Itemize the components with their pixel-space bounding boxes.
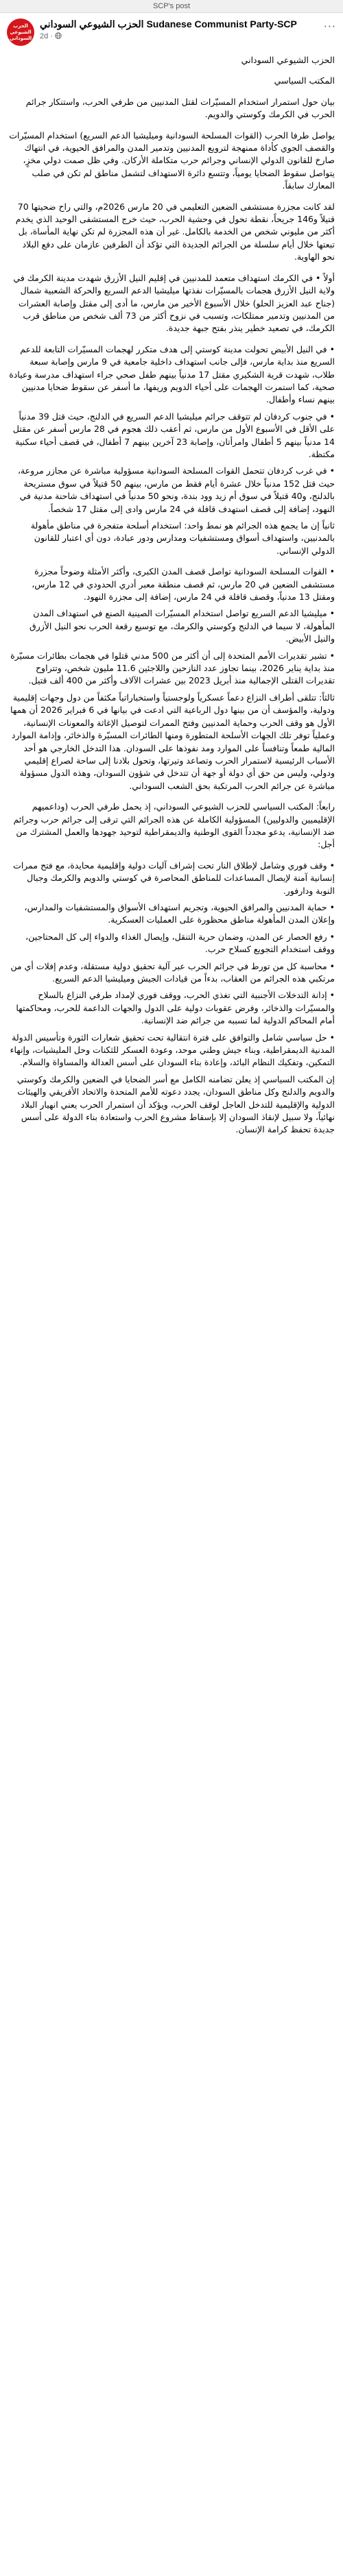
page-avatar[interactable] <box>7 19 34 46</box>
page-name-link[interactable]: الحزب الشيوعي السوداني Sudanese Communist Party-SCP <box>40 19 297 29</box>
globe-icon <box>55 32 62 39</box>
post-paragraph: • في النيل الأبيض تحولت مدينة كوستي إلى هدف متكرر لهجمات المسيّرات التابعة للدعم السريع منذ بداية مارس، فإلى جانب استهداف داخلية جامعية في 9 مارس وإصابة سبعة طلاب، شهدت قرية الشكيري مقتل 17 مدنياً بينهم طفل صحي جراء استهداف مدرسة وعيادة صحية، كما استمرت الهجمات على أحياء الدويم وريفها، ما أسفر عن سقوط ضحايا مدنيين بينهم نساء وأطفال. <box>9 343 335 405</box>
post-paragraph: ثانياً إن ما يجمع هذه الجرائم هو نمط واحد: استخدام أسلحة متفجرة في مناطق مأهولة بالمدنيين، واستهداف أسواق ومستشفيات ومدارس ودور عبادة، دون أي اعتبار للقانون الدولي الإنساني. <box>30 520 335 556</box>
post-paragraph: لقد كانت مجزرة مستشفى الضعين التعليمي في 20 مارس 2026م، والتي راح ضحيتها 70 قتيلاً و146 جريحاً، نقطة تحول في وحشية الحرب، حيث خرج المستشفى الوحيد الذي يخدم أكثر من مليوني شخص من الخدمة بالكامل. غير أن هذه المجزرة لم تكن نهاية المأساة، بل تبعتها خلال أيام سلسلة من الجرائم الجديدة التي تؤكد أن الطرفين عازمان على دفع البلاد نحو الهاوية. <box>15 201 335 263</box>
post-paragraph: الحزب الشيوعي السوداني <box>241 55 335 65</box>
post-paragraph: • رفع الحصار عن المدن، وضمان حرية التنقل، وإيصال الغذاء والدواء إلى كل المحتاجين، ووقف استخدام التجويع كسلاح حرب. <box>25 931 335 955</box>
post-paragraph: بيان حول استمرار استخدام المسيّرات لقتل المدنيين من طرفي الحرب، واستنكار جرائم الحرب في الكرمك وكوستي والدويم. <box>25 96 335 120</box>
post-paragraph: • حماية المدنيين والمرافق الحيوية، وتجريم استهداف الأسواق والمستشفيات والمدارس، وإعلان المدن المأهولة مناطق محظورة على العمليات العسكرية. <box>24 901 335 925</box>
post-time[interactable]: 2d <box>40 32 49 40</box>
post-paragraph: • في غرب كردفان تتحمل القوات المسلحة السودانية مسؤولية مباشرة عن مجازر مروعة، حيث قتل 152 مدنياً خلال عشرة أيام فقط من مارس، بينهم 50 قتيلاً في سوق مستريحة بالدلنج، و40 قتيلاً في سوق أم زيد وود بندة، ونحو 50 مدنياً في استهداف شاحنة مدنية في النهود، إضافة إلى قصف استهدف قافلة في 24 مارس وادى إلى مقتل 17 شخصاً. <box>17 465 335 514</box>
post-header <box>0 13 343 50</box>
window-title-bar <box>0 0 343 13</box>
post-body <box>0 50 343 1158</box>
post-paragraph: • وقف فوري وشامل لإطلاق النار تحت إشراف آليات دولية وإقليمية محايدة، مع فتح ممرات إنسانية آمنة لإيصال المساعدات للمناطق المحاصرة في كوستي والدويم والكرمك وجبال النوبة ودارفور. <box>13 860 335 896</box>
post-paragraph: إن المكتب السياسي إذ يعلن تضامنه الكامل مع أسر الضحايا في الضعين والكرمك وكوستي والدويم والدلنج وكل مناطق السودان، يجدد دعوته للأمم المتحدة والاتحاد الأفريقي والهيئات الدولية والإقليمية للتدخل العاجل لوقف الحرب، ويؤكد أن استمرار الحرب يعني انهيار البلاد نهائياً، ولا سبيل لإنقاذ السودان إلا بإسقاط مشروع الحرب واستعادة بناء الدولة على أسس جديدة تحفظ كرامة الإنسان. <box>16 1073 335 1135</box>
post-paragraph: المكتب السياسي <box>274 75 335 86</box>
post-paragraph: • القوات المسلحة السودانية تواصل قصف المدن الكبرى، وأكثر الأمثلة وضوحاً مجزرة مستشفى الضعين في 20 مارس، ثم قصف منطقة معبر أدري الحدودي في 12 مارس، ومقتل 13 مدنياً، وقصف قافلة في 24 مارس، إضافة إلى مجزرة النهود. <box>32 566 335 603</box>
post-paragraph: • إدانة التدخلات الأجنبية التي تغذي الحرب، ووقف فوري لإمداد طرفي النزاع بالسلاح والمسيّرات والذخائر، وفرض عقوبات دولية على الدول والجهات الداعمة للحرب، ومحاكمتها أمام المحاكم الدولية لما تسببه من جرائم ضد الإنسانية. <box>16 990 335 1026</box>
post-paragraph: ثالثاً: تتلقى أطراف النزاع دعماً عسكرياً ولوجستياً واستخباراتياً مكثفاً من دول وجهات إقليمية ودولية، والمؤسف أن من بينها دول الرباعية التي ادعت في بيانها في 6 فبراير 2026 أن همها الأول هو وقف الحرب وحماية المدنيين وفتح الممرات لتوصيل الإغاثة والمعونات الإنسانية، وعملياً توفر تلك الجهات الأسلحة المتطورة ومنها الطائرات المسيّرة والذخائر، وإدامة الموارد المالية طمعاً وتنافساً على الموارد ومد نفوذها على السودان. هذا التدخل الخارجي هو أحد الأسباب الرئيسية لاستمرار الحرب وتصاعد وتيرتها، وتحول بلادنا إلى ساحة لصراع إقليمي ودولي، وليس من حق أي دولة أو جهة أن تتدخل في شؤون السودان، وهذه الدول مسؤولة مباشرة عن جرائم الحرب المرتكبة بحق الشعب السوداني. <box>10 692 335 791</box>
post-paragraph: • تشير تقديرات الأمم المتحدة إلى أن أكثر من 500 مدني قتلوا في هجمات بطائرات مسيّرة منذ بداية يناير 2026، بينما تجاوز عدد النازحين واللاجئين 11.6 مليون شخص، وتتراوح تقديرات القتلى الإجمالية منذ أبريل 2023 بين عشرات الآلاف وأكثر من 400 ألف قتيل. <box>10 650 335 686</box>
post-paragraph: • في جنوب كردفان لم تتوقف جرائم ميليشيا الدعم السريع في الدلنج، حيث قتل 39 مدنياً على الأقل في الأسبوع الأول من مارس، ثم أعقب ذلك هجوم في 28 مارس أسفر عن مقتل 14 مدنياً بينهم 5 أطفال وامرأتان، وإصابة 23 آخرين بينهم 7 أطفال، في قصف أحياء سكنية مكتظة. <box>12 411 335 459</box>
post-paragraph: أولاً • في الكرمك استهداف متعمد للمدنيين في إقليم النيل الأزرق شهدت مدينة الكرمك في ولاية النيل الأزرق هجمات بالمسيّرات نفذتها ميليشيا الدعم السريع والحركة الشعبية شمال (جناح عبد العزيز الحلو) خلال الأسبوع الأخير من مارس، ما أدى إلى مقتل وإصابة العشرات من المدنيين وتدمير ممتلكات، وتسبب في نزوح أكثر من 73 ألف شخص من مناطق قرب الكرمك، في تصعيد خطير ينذر بفتح جبهة جديدة. <box>13 272 335 334</box>
avatar-text: الحزب الشيوعي السوداني <box>9 23 32 41</box>
post-paragraph: يواصل طرفا الحرب (القوات المسلحة السودانية وميليشيا الدعم السريع) استخدام المسيّرات والقصف الجوي كأداة ممنهجة لترويع المدنيين وتدمير المدن والمرافق الحيوية، في انتهاك صارخ للقانون الدولي الإنساني وجرائم حرب متكاملة الأركان. وفي ظل صمت دولي مخزٍ، يتواصل سقوط الضحايا يومياً، وتتسع دائرة الاستهداف لتشمل مناطق لم تكن في صلب المعارك سابقاً. <box>9 130 335 191</box>
post-paragraph: • محاسبة كل من تورط في جرائم الحرب عبر آلية تحقيق دولية مستقلة، وعدم إفلات أي من مرتكبي هذه الجرائم من العقاب، بدءاً من قيادات الجيش وميليشيا الدعم السريع. <box>10 960 335 984</box>
more-options-icon[interactable]: ··· <box>323 20 336 33</box>
post-paragraph: • ميليشيا الدعم السريع تواصل استخدام المسيّرات الصينية الصنع في استهداف المدن المأهولة، لا سيما في الدلنج وكوستي والكرمك، مع توسيع رقعة الحرب نحو النيل الأزرق والنيل الأبيض. <box>29 608 335 644</box>
post-meta: 2d · <box>40 32 336 40</box>
window-title: SCP's post <box>152 2 191 10</box>
post-paragraph: • حل سياسي شامل والتوافق على فترة انتقالية تحت تحقيق شعارات الثورة وتأسيس الدولة المدنية الديمقراطية، وبناء جيش وطني موحد، وعودة العسكر للثكنات وحل المليشيات، وإنهاء التمكين، وتفكيك النظام البائد، وإعادة بناء السودان على أسس العدالة والمساواة والسلام. <box>10 1032 335 1068</box>
post-paragraph: رابعاً: المكتب السياسي للحزب الشيوعي السوداني، إذ يحمل طرفي الحرب (وداعميهم الإقليميين والدوليين) المسؤولية الكاملة عن هذه الجرائم التي ترقى إلى جرائم حرب وجرائم ضد الإنسانية، يدعو مجدداً القوى الوطنية والديمقراطية لتوحيد جهودها والعمل المشترك من أجل: <box>13 801 335 850</box>
post-author-block <box>40 19 336 40</box>
